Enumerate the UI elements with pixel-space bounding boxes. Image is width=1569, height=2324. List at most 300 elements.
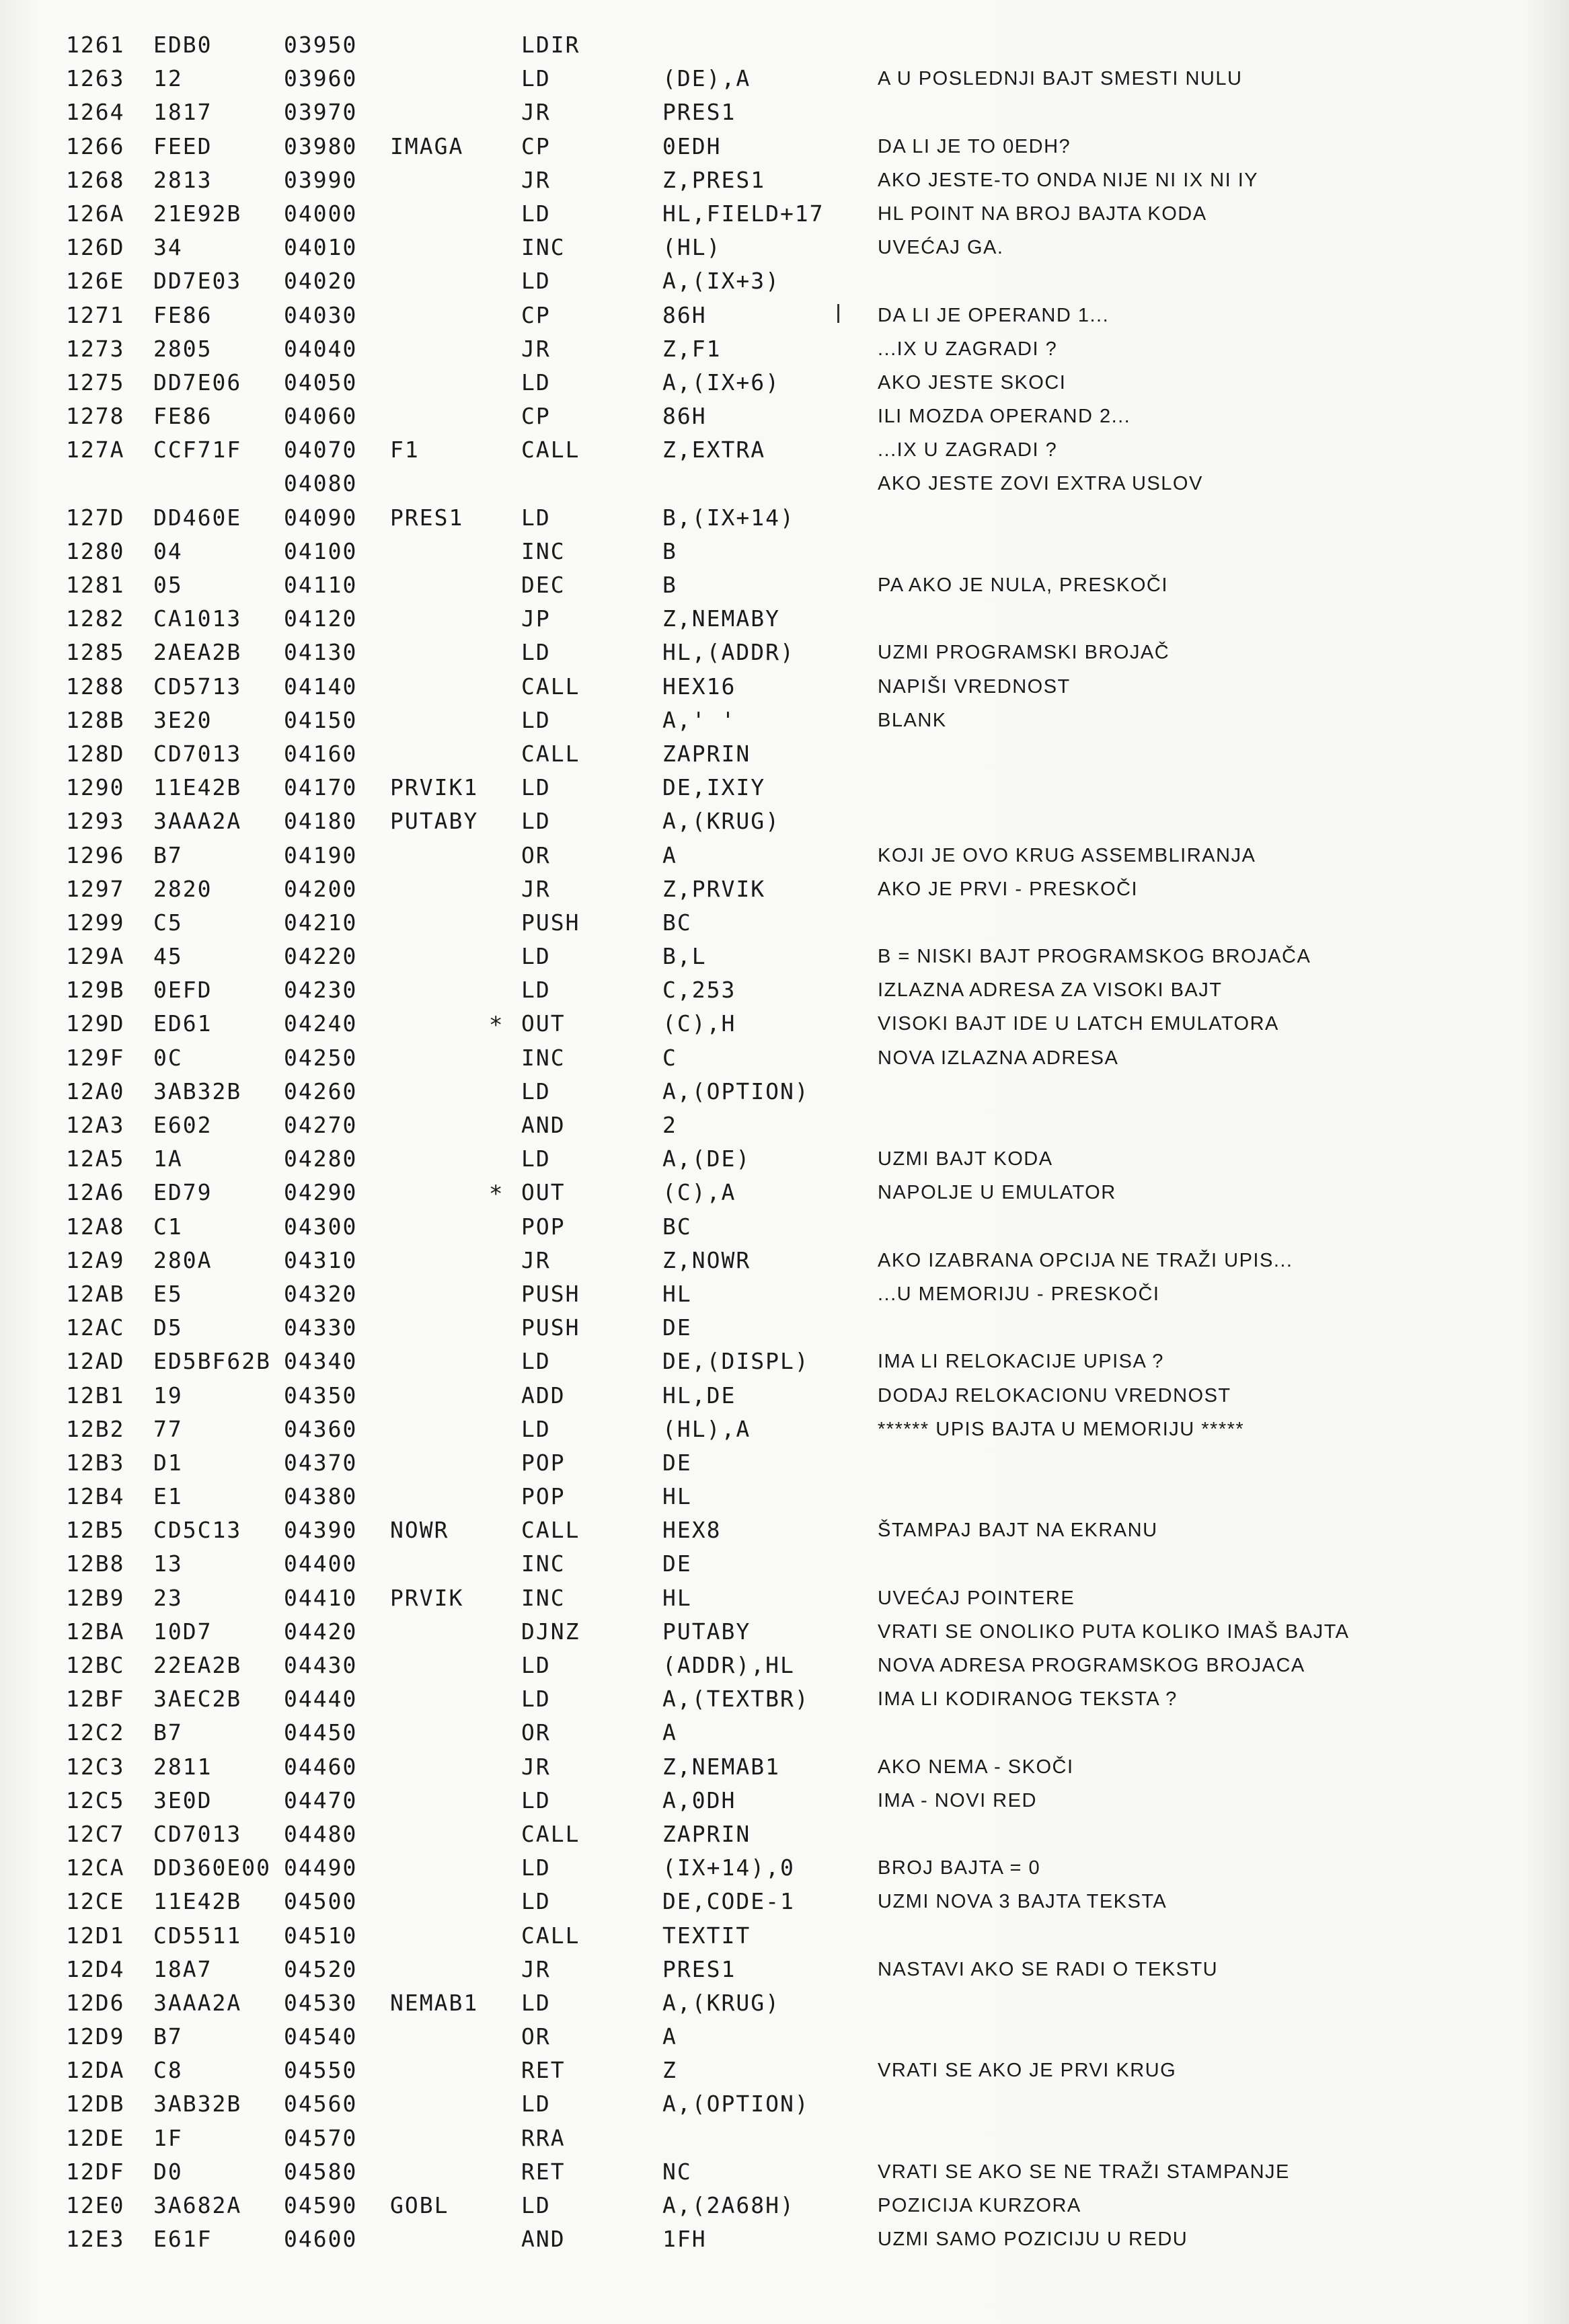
mnemonic: PUSH [521,909,580,936]
address: 12C2 [66,1719,125,1746]
machine-code: 22EA2B [153,1652,242,1678]
line-number: 04420 [284,1618,358,1645]
machine-code: 3AEC2B [153,1686,242,1713]
machine-code: 2811 [153,1753,213,1780]
mnemonic: JP [521,605,551,632]
mnemonic: DJNZ [521,1618,580,1645]
line-number: 04370 [284,1449,358,1476]
operand: HL [662,1280,692,1307]
listing-row [0,332,1569,366]
comment: ****** UPIS BAJTA U MEMORIJU ***** [878,1418,1245,1440]
line-number: 04200 [284,875,358,902]
address: 1297 [66,875,125,902]
address: 12A6 [66,1179,125,1206]
address: 129A [66,943,125,970]
listing-row [0,1919,1569,1953]
mnemonic: CALL [521,437,580,463]
operand: Z,PRES1 [662,166,766,193]
label: IMAGA [390,133,464,159]
address: 1271 [66,301,125,328]
machine-code: 13 [153,1550,183,1577]
operand: (HL),A [662,1415,751,1442]
line-number: 04570 [284,2124,358,2151]
operand: (DE),A [662,65,751,92]
line-number: 03960 [284,65,358,92]
machine-code: E5 [153,1280,183,1307]
address: 12CE [66,1888,125,1915]
listing-row [0,1379,1569,1413]
machine-code: C8 [153,2057,183,2084]
machine-code: 11E42B [153,1888,242,1915]
operand: A [662,2023,677,2050]
machine-code: DD7E03 [153,268,242,295]
line-number: 04040 [284,335,358,362]
line-number: 03980 [284,133,358,159]
address: 1275 [66,369,125,396]
operand: 0EDH [662,133,722,159]
mnemonic: LD [521,1854,551,1881]
mnemonic: LD [521,2192,551,2218]
address: 128D [66,740,125,767]
mnemonic: JR [521,1246,551,1273]
comment: VRATI SE ONOLIKO PUTA KOLIKO IMAŠ BAJTA [878,1620,1350,1643]
address: 12BC [66,1652,125,1678]
address: 1264 [66,99,125,126]
operand: 86H [662,301,707,328]
machine-code: 0EFD [153,977,213,1004]
mnemonic: LD [521,639,551,666]
address: 12A3 [66,1112,125,1138]
line-number: 04270 [284,1112,358,1138]
operand: A,(KRUG) [662,1989,780,2016]
operand: A,(OPTION) [662,1078,810,1104]
listing-row [0,299,1569,332]
comment: DA LI JE OPERAND 1... [878,304,1110,326]
comment: B = NISKI BAJT PROGRAMSKOG BROJAČA [878,946,1311,968]
line-number: 04600 [284,2226,358,2253]
mnemonic: LD [521,1652,551,1678]
address: 1282 [66,605,125,632]
listing-row [0,2020,1569,2054]
listing-row [0,1109,1569,1142]
address: 12E3 [66,2226,125,2253]
operand: B,(IX+14) [662,504,795,531]
machine-code: CD5C13 [153,1517,242,1544]
machine-code: 3AB32B [153,1078,242,1104]
comment: NOVA IZLAZNA ADRESA [878,1047,1119,1069]
machine-code: D0 [153,2158,183,2185]
line-number: 04300 [284,1213,358,1240]
machine-code: B7 [153,2023,183,2050]
asterisk-mark: * [489,1180,504,1208]
line-number: 04530 [284,1989,358,2016]
listing-row [0,1007,1569,1041]
mnemonic: LD [521,706,551,733]
comment: IZLAZNA ADRESA ZA VISOKI BAJT [878,979,1223,1002]
operand: ZAPRIN [662,1820,751,1847]
operand: PRES1 [662,1955,736,1982]
mnemonic: LD [521,504,551,531]
comment: UZMI PROGRAMSKI BROJAČ [878,642,1170,664]
mnemonic: JR [521,335,551,362]
mnemonic: AND [521,2226,566,2253]
mnemonic: JR [521,875,551,902]
listing-row [0,62,1569,96]
mnemonic: RRA [521,2124,566,2151]
mnemonic: LD [521,1989,551,2016]
operand: A,0DH [662,1787,736,1813]
address: 12D4 [66,1955,125,1982]
machine-code: CD7013 [153,740,242,767]
operand: C,253 [662,977,736,1004]
comment: DA LI JE TO 0EDH? [878,135,1071,157]
listing-row [0,636,1569,669]
machine-code: ED5BF62B [153,1348,271,1375]
operand: (IX+14),0 [662,1854,795,1881]
listing-row [0,1750,1569,1784]
machine-code: B7 [153,1719,183,1746]
comment: AKO JESTE ZOVI EXTRA USLOV [878,473,1203,495]
address: 12AD [66,1348,125,1375]
listing-row [0,1885,1569,1918]
mnemonic: CALL [521,673,580,700]
asterisk-mark: * [489,1012,504,1039]
machine-code: 19 [153,1382,183,1409]
line-number: 04330 [284,1314,358,1341]
line-number: 04450 [284,1719,358,1746]
mnemonic: LD [521,369,551,396]
operand: TEXTIT [662,1922,751,1949]
mnemonic: POP [521,1483,566,1510]
comment: NASTAVI AKO SE RADI O TEKSTU [878,1958,1219,1980]
machine-code: 23 [153,1584,183,1611]
address: 12AC [66,1314,125,1341]
listing-row [0,1176,1569,1209]
label: PUTABY [390,808,479,835]
operand: B [662,572,677,598]
operand: B,L [662,943,707,970]
comment: ILI MOZDA OPERAND 2... [878,406,1131,428]
address: 128B [66,706,125,733]
address: 1266 [66,133,125,159]
listing-row [0,467,1569,500]
machine-code: FE86 [153,301,213,328]
listing-row [0,2155,1569,2189]
machine-code: 2805 [153,335,213,362]
listing-row [0,1210,1569,1244]
line-number: 04310 [284,1246,358,1273]
machine-code: 1817 [153,99,213,126]
operand: HEX8 [662,1517,722,1544]
line-number: 04520 [284,1955,358,1982]
label: GOBL [390,2192,449,2218]
comment: VISOKI BAJT IDE U LATCH EMULATORA [878,1013,1279,1035]
address: 12DA [66,2057,125,2084]
machine-code: 12 [153,65,183,92]
machine-code: 10D7 [153,1618,213,1645]
address: 1288 [66,673,125,700]
address: 126D [66,234,125,261]
machine-code: 18A7 [153,1955,213,1982]
address: 12B4 [66,1483,125,1510]
address: 1261 [66,32,125,58]
machine-code: CCF71F [153,437,242,463]
address: 12B3 [66,1449,125,1476]
mnemonic: INC [521,537,566,564]
operand: B [662,537,677,564]
mnemonic: INC [521,1044,566,1071]
listing-row [0,1817,1569,1851]
mnemonic: LD [521,1146,551,1172]
comment: ...U MEMORIJU - PRESKOČI [878,1283,1160,1305]
line-number: 04550 [284,2057,358,2084]
mnemonic: CALL [521,1820,580,1847]
machine-code: ED61 [153,1010,213,1037]
operand: A,(IX+6) [662,369,780,396]
label: PRVIK [390,1584,464,1611]
comment: AKO IZABRANA OPCIJA NE TRAŽI UPIS... [878,1249,1293,1271]
operand: Z,F1 [662,335,722,362]
line-number: 04280 [284,1146,358,1172]
machine-code: DD7E06 [153,369,242,396]
mnemonic: OUT * [521,1176,566,1209]
machine-code: 11E42B [153,774,242,801]
operand: (C),H [662,1010,736,1037]
machine-code: C1 [153,1213,183,1240]
operand: Z,NEMABY [662,605,780,632]
operand: 1FH [662,2226,707,2253]
listing-row [0,96,1569,129]
label: PRVIK1 [390,774,479,801]
comment: ŠTAMPAJ BAJT NA EKRANU [878,1520,1158,1542]
comment: UZMI NOVA 3 BAJTA TEKSTA [878,1891,1168,1913]
comment: AKO JE PRVI - PRESKOČI [878,878,1139,900]
listing-row [0,231,1569,264]
operand: PRES1 [662,99,736,126]
machine-code: 3E0D [153,1787,213,1813]
line-number: 04020 [284,268,358,295]
machine-code: 05 [153,572,183,598]
listing-row [0,1649,1569,1682]
address: 126A [66,200,125,227]
address: 126E [66,268,125,295]
listing-row [0,2087,1569,2121]
line-number: 04090 [284,504,358,531]
operand: Z,NEMAB1 [662,1753,780,1780]
operand: (HL) [662,234,722,261]
line-number: 04380 [284,1483,358,1510]
mnemonic: LD [521,268,551,295]
operand: A,' ' [662,706,736,733]
machine-code: C5 [153,909,183,936]
line-number: 04560 [284,2091,358,2117]
line-number: 04440 [284,1686,358,1713]
mnemonic: LD [521,2091,551,2117]
line-number: 04460 [284,1753,358,1780]
address: 127D [66,504,125,531]
comment: AKO NEMA - SKOČI [878,1756,1074,1778]
mnemonic: OR [521,841,551,868]
operand: BC [662,1213,692,1240]
listing-row [0,737,1569,771]
comment: NAPOLJE U EMULATOR [878,1182,1116,1204]
mnemonic: JR [521,166,551,193]
address: 1278 [66,403,125,430]
operand: HL [662,1584,692,1611]
listing-row [0,839,1569,872]
mnemonic: CP [521,133,551,159]
line-number: 04360 [284,1415,358,1442]
listing-row [0,1547,1569,1581]
comment: NOVA ADRESA PROGRAMSKOG BROJACA [878,1655,1305,1676]
listing-row [0,2054,1569,2087]
machine-code: 280A [153,1246,213,1273]
machine-code: 3AAA2A [153,1989,242,2016]
line-number: 04220 [284,943,358,970]
comment: ...IX U ZAGRADI ? [878,338,1058,360]
address: 12A5 [66,1146,125,1172]
mnemonic: JR [521,99,551,126]
operand: Z,NOWR [662,1246,751,1273]
mnemonic: LD [521,1787,551,1813]
listing-row [0,1615,1569,1649]
machine-code: 3AB32B [153,2091,242,2117]
listing-row [0,501,1569,535]
line-number: 04480 [284,1820,358,1847]
line-number: 04120 [284,605,358,632]
mnemonic: JR [521,1955,551,1982]
address: 12C3 [66,1753,125,1780]
comment: NAPIŠI VREDNOST [878,675,1071,698]
listing-row [0,264,1569,298]
listing-row [0,1041,1569,1075]
mnemonic: OR [521,2023,551,2050]
mnemonic: CP [521,301,551,328]
machine-code: 34 [153,234,183,261]
address: 129D [66,1010,125,1037]
listing-row [0,2122,1569,2155]
address: 129B [66,977,125,1004]
machine-code: CD5713 [153,673,242,700]
address: 1293 [66,808,125,835]
listing-row [0,1716,1569,1750]
operand: A,(IX+3) [662,268,780,295]
mnemonic: LD [521,977,551,1004]
operand: A [662,841,677,868]
machine-code: 3E20 [153,706,213,733]
listing-row [0,804,1569,838]
machine-code: CD7013 [153,1820,242,1847]
mnemonic: POP [521,1449,566,1476]
line-number: 04580 [284,2158,358,2185]
machine-code: E602 [153,1112,213,1138]
machine-code: DD460E [153,504,242,531]
listing-row [0,568,1569,602]
comment: UVEĆAJ POINTERE [878,1587,1075,1609]
machine-code: ED79 [153,1179,213,1206]
listing-row [0,602,1569,636]
mnemonic: LD [521,1078,551,1104]
mnemonic: LD [521,65,551,92]
listing-row [0,1851,1569,1885]
line-number: 04190 [284,841,358,868]
operand: NC [662,2158,692,2185]
listing-row [0,400,1569,433]
machine-code: B7 [153,841,183,868]
line-number: 04180 [284,808,358,835]
operand: DE [662,1314,692,1341]
comment: AKO JESTE SKOCI [878,371,1067,393]
address: 129F [66,1044,125,1071]
comment: UZMI SAMO POZICIJU U REDU [878,2228,1188,2251]
listing-row [0,433,1569,467]
mnemonic: CALL [521,1922,580,1949]
line-number: 04350 [284,1382,358,1409]
mnemonic: OUT * [521,1007,566,1041]
listing-row [0,28,1569,62]
line-number: 04110 [284,572,358,598]
listing-row [0,1784,1569,1817]
comment: UVEĆAJ GA. [878,237,1004,259]
line-number: 04100 [284,537,358,564]
operand: (C),A [662,1179,736,1206]
line-number: 04150 [284,706,358,733]
line-number: 04430 [284,1652,358,1678]
label: NOWR [390,1517,449,1544]
comment: IMA - NOVI RED [878,1789,1037,1811]
operand: ZAPRIN [662,740,751,767]
mnemonic: RET [521,2158,566,2185]
mnemonic: INC [521,1550,566,1577]
listing-row [0,366,1569,400]
operand: A,(TEXTBR) [662,1686,810,1713]
line-number: 04540 [284,2023,358,2050]
operand: BC [662,909,692,936]
mnemonic: OR [521,1719,551,1746]
line-number: 04050 [284,369,358,396]
address: 12B2 [66,1415,125,1442]
mnemonic: AND [521,1112,566,1138]
operand: A,(KRUG) [662,808,780,835]
listing-row [0,940,1569,973]
address: 12AB [66,1280,125,1307]
line-number: 04290 [284,1179,358,1206]
listing-row [0,1244,1569,1277]
machine-code: 04 [153,537,183,564]
address: 12A8 [66,1213,125,1240]
machine-code: 2AEA2B [153,639,242,666]
address: 1280 [66,537,125,564]
mnemonic: LD [521,943,551,970]
machine-code: 3A682A [153,2192,242,2218]
margin-mark [837,304,839,323]
line-number: 04250 [284,1044,358,1071]
address: 12D9 [66,2023,125,2050]
line-number: 04400 [284,1550,358,1577]
address: 12DB [66,2091,125,2117]
assembly-listing [0,28,1569,2256]
listing-row [0,2222,1569,2256]
machine-code: 1A [153,1146,183,1172]
comment: KOJI JE OVO KRUG ASSEMBLIRANJA [878,844,1256,866]
mnemonic: PUSH [521,1314,580,1341]
line-number: 04390 [284,1517,358,1544]
listing-row [0,1682,1569,1716]
comment: PA AKO JE NULA, PRESKOČI [878,574,1168,596]
listing-row [0,1413,1569,1446]
line-number: 04210 [284,909,358,936]
line-number: 04010 [284,234,358,261]
